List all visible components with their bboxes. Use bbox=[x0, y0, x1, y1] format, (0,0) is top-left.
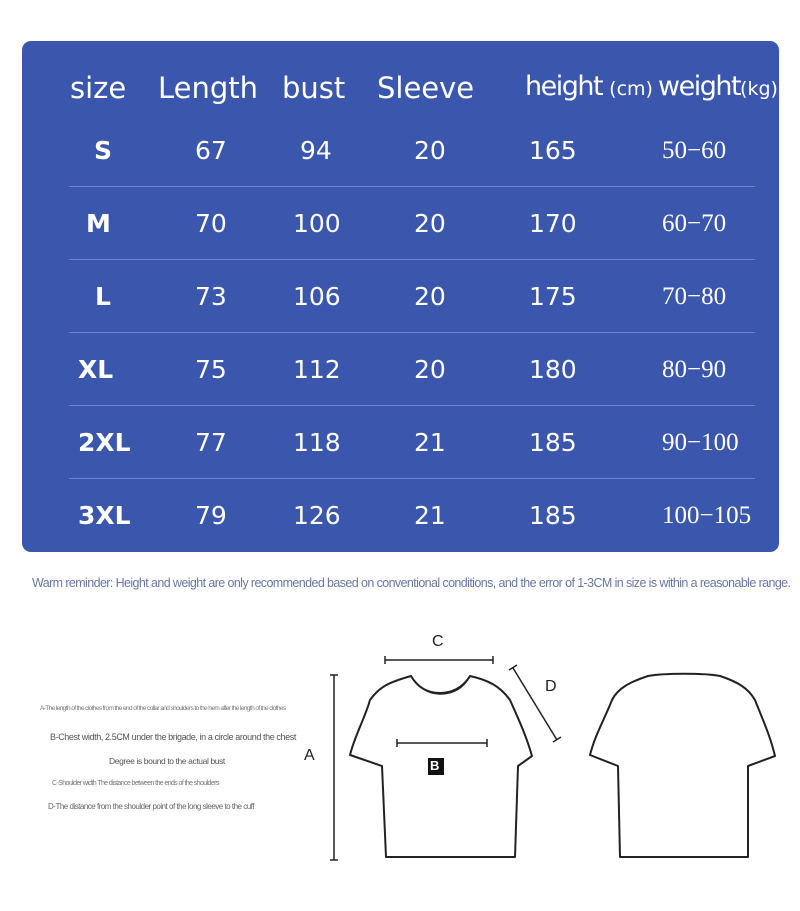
cell-size: M bbox=[86, 209, 111, 238]
size-chart-panel bbox=[22, 41, 779, 552]
cell-height: 165 bbox=[529, 136, 577, 165]
cell-height: 170 bbox=[529, 209, 577, 238]
header-height-label: height bbox=[525, 71, 603, 102]
cell-length: 67 bbox=[195, 136, 227, 165]
cell-bust: 112 bbox=[293, 355, 341, 384]
cell-sleeve: 21 bbox=[414, 501, 446, 530]
cell-bust: 100 bbox=[293, 209, 341, 238]
cell-height: 185 bbox=[529, 501, 577, 530]
measure-b-line bbox=[397, 739, 487, 747]
table-row bbox=[22, 187, 779, 260]
note-a: A-The length of the clothes from the end of the collar and shoulders to the hem after the length of the clothes bbox=[40, 705, 286, 712]
measure-a-line bbox=[330, 675, 338, 860]
cell-sleeve: 21 bbox=[414, 428, 446, 457]
label-c: C bbox=[432, 633, 444, 650]
tshirt-back-outline bbox=[590, 674, 775, 857]
note-b-detail: Degree is bound to the actual bust bbox=[109, 756, 225, 766]
cell-weight: 90−100 bbox=[662, 429, 739, 456]
cell-weight: 70−80 bbox=[662, 283, 727, 310]
header-bust: bust bbox=[282, 71, 346, 105]
label-b: B bbox=[430, 758, 440, 773]
header-weight-label: weight bbox=[658, 71, 741, 102]
cell-size: S bbox=[94, 136, 113, 165]
cell-weight: 60−70 bbox=[662, 210, 727, 237]
header-sleeve: Sleeve bbox=[377, 71, 475, 105]
tshirt-diagram bbox=[0, 600, 800, 911]
cell-size: XL bbox=[78, 355, 114, 384]
warm-reminder: Warm reminder: Height and weight are only recommended based on conventional conditions, and the error of 1-3CM in size is within a reasonable range. bbox=[32, 576, 791, 590]
measure-c-line bbox=[385, 656, 493, 664]
cell-length: 73 bbox=[195, 282, 227, 311]
cell-length: 75 bbox=[195, 355, 227, 384]
label-d: D bbox=[545, 678, 557, 695]
cell-sleeve: 20 bbox=[414, 136, 446, 165]
cell-height: 180 bbox=[529, 355, 577, 384]
cell-size: 2XL bbox=[78, 428, 131, 457]
cell-size: 3XL bbox=[78, 501, 131, 530]
cell-bust: 94 bbox=[300, 136, 332, 165]
cell-sleeve: 20 bbox=[414, 355, 446, 384]
header-length: Length bbox=[158, 71, 259, 105]
cell-height: 175 bbox=[529, 282, 577, 311]
header-size: size bbox=[70, 71, 127, 105]
table-row bbox=[22, 114, 779, 187]
measure-d-line bbox=[509, 665, 561, 742]
table-row bbox=[22, 406, 779, 479]
cell-sleeve: 20 bbox=[414, 282, 446, 311]
table-row bbox=[22, 333, 779, 406]
cell-weight: 50−60 bbox=[662, 137, 727, 164]
cell-bust: 106 bbox=[293, 282, 341, 311]
cell-size: L bbox=[95, 282, 111, 311]
header-weight-unit: (kg) bbox=[740, 78, 778, 100]
cell-weight: 100−105 bbox=[662, 502, 752, 529]
cell-length: 70 bbox=[195, 209, 227, 238]
table-row bbox=[22, 260, 779, 333]
table-row bbox=[22, 479, 779, 552]
cell-weight: 80−90 bbox=[662, 356, 727, 383]
cell-bust: 118 bbox=[293, 428, 341, 457]
label-a: A bbox=[304, 747, 315, 764]
header-weight bbox=[658, 71, 778, 102]
note-d: D-The distance from the shoulder point of the long sleeve to the cuff bbox=[48, 802, 254, 811]
header-height-unit: (cm) bbox=[609, 78, 653, 100]
header-height bbox=[525, 71, 653, 102]
cell-height: 185 bbox=[529, 428, 577, 457]
cell-bust: 126 bbox=[293, 501, 341, 530]
note-c: C-Shoulder width The distance between the ends of the shoulders bbox=[52, 780, 219, 787]
cell-sleeve: 20 bbox=[414, 209, 446, 238]
note-b: B-Chest width, 2.5CM under the brigade, in a circle around the chest bbox=[50, 732, 296, 742]
cell-length: 79 bbox=[195, 501, 227, 530]
cell-length: 77 bbox=[195, 428, 227, 457]
